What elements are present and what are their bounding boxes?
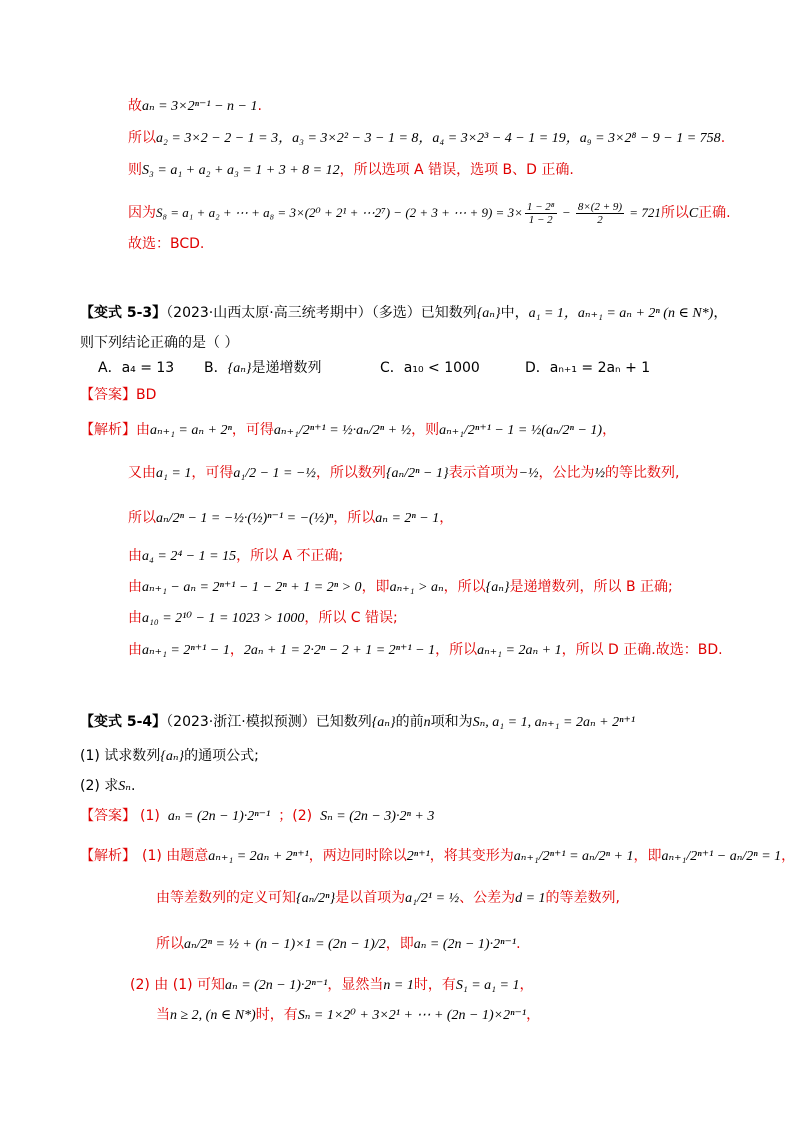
formula: 2aₙ + 1 = 2·2ⁿ − 2 + 1 = 2ⁿ⁺¹ − 1 bbox=[243, 643, 436, 658]
formula: a₄ = 2⁴ − 1 = 15 bbox=[142, 549, 237, 564]
formula: aₙ = (2n − 1)·2ⁿ⁻¹ bbox=[167, 809, 271, 824]
solution-label: 【解析】 bbox=[80, 848, 136, 864]
text: ，即 bbox=[361, 579, 390, 595]
solution-5-3-line3 bbox=[128, 508, 453, 529]
line-compute-terms bbox=[128, 128, 725, 149]
formula: a₁ = 1 bbox=[156, 466, 192, 481]
text: ，所以 bbox=[333, 510, 376, 526]
text: ，显然当 bbox=[327, 977, 384, 993]
text: ，可得 bbox=[231, 422, 274, 438]
formula: a₁₀ = 2¹⁰ − 1 = 1023 > 1000 bbox=[142, 611, 305, 626]
formula: a₁/2 − 1 = −½ bbox=[233, 466, 316, 481]
formula: S₃ = a₁ + a₂ + a₃ = 1 + 3 + 8 = 12 bbox=[142, 163, 340, 178]
question-text: （2023·山西太原·高三统考期中）（多选）已知数列 bbox=[166, 305, 477, 321]
formula: d = 1 bbox=[515, 891, 546, 906]
text: (1) bbox=[140, 808, 160, 824]
formula: Sₙ, a₁ = 1, aₙ₊₁ = 2aₙ + 2ⁿ⁺¹ bbox=[472, 715, 636, 730]
formula: aₙ₊₁ = aₙ + 2ⁿ bbox=[150, 423, 232, 438]
formula: S₈ = a₁ + a₂ + ⋯ + a₈ = 3×(2⁰ + 2¹ + ⋯2⁷) − (2 + 3 + ⋯ + 9) = 3× bbox=[156, 205, 523, 220]
text: 所以 bbox=[128, 130, 156, 146]
formula: {aₙ/2ⁿ − 1} bbox=[385, 466, 449, 481]
option-d bbox=[525, 358, 650, 378]
formula: C bbox=[688, 206, 699, 221]
formula: a₁ = 1，aₙ₊₁ = aₙ + 2ⁿ (n ∈ N*) bbox=[528, 306, 714, 321]
option-text: A．a₄ = 13 bbox=[98, 360, 175, 376]
formula: aₙ = 3×2ⁿ⁻¹ − n − 1 bbox=[142, 99, 258, 114]
solution-label: 【解析】 bbox=[80, 422, 136, 438]
formula: {aₙ} bbox=[160, 749, 185, 764]
formula: Sₙ = 1×2⁰ + 3×2¹ + ⋯ + (2n − 1)×2ⁿ⁻¹ bbox=[297, 1008, 527, 1023]
option-text: C．a₁₀ < 1000 bbox=[380, 360, 480, 376]
line-conclusion-an bbox=[128, 96, 262, 117]
text: ， bbox=[781, 848, 796, 864]
formula: n = 1 bbox=[383, 978, 414, 993]
formula: aₙ = 2ⁿ − 1 bbox=[375, 511, 440, 526]
text: ，则 bbox=[411, 422, 440, 438]
text: ， bbox=[526, 1007, 541, 1023]
text: 是以首项为 bbox=[335, 890, 406, 906]
solution-5-4-line5 bbox=[156, 1005, 540, 1026]
formula: − bbox=[558, 205, 574, 220]
question-text: （2023·浙江·模拟预测）已知数列 bbox=[166, 714, 372, 730]
solution-5-3-line1 bbox=[80, 420, 616, 441]
text: 又由 bbox=[128, 465, 156, 481]
formula: {aₙ} bbox=[371, 715, 396, 730]
denominator: 2 bbox=[597, 213, 603, 226]
formula: −½ bbox=[518, 466, 539, 481]
formula: aₙ/2ⁿ − 1 = −½·(½)ⁿ⁻¹ = −(½)ⁿ bbox=[156, 511, 334, 526]
text: ， bbox=[229, 642, 244, 658]
answer-label: 【答案】 bbox=[80, 387, 136, 403]
formula: aₙ = (2n − 1)·2ⁿ⁻¹ bbox=[413, 937, 517, 952]
formula: {aₙ} bbox=[476, 306, 501, 321]
text: 的等差数列, bbox=[545, 890, 620, 906]
text: 时，有 bbox=[413, 977, 456, 993]
line-s3 bbox=[128, 160, 574, 181]
text: ，公比为 bbox=[538, 465, 595, 481]
formula: aₙ₊₁/2ⁿ⁺¹ = aₙ/2ⁿ + 1 bbox=[513, 849, 634, 864]
text: 的前 bbox=[395, 714, 424, 730]
question-5-4-part1 bbox=[80, 746, 259, 767]
formula: a₂ = 3×2 − 2 − 1 = 3，a₃ = 3×2² − 3 − 1 = 8，a₄ = 3×2³ − 4 − 1 = 19，a₉ = 3×2⁸ − 9 − 1 = 758 bbox=[156, 131, 721, 146]
text: ，两边同时除以 bbox=[308, 848, 407, 864]
text: ， bbox=[439, 510, 454, 526]
text: 由 bbox=[128, 642, 142, 658]
text: 由 bbox=[128, 610, 142, 626]
text: 所以 bbox=[660, 205, 689, 221]
text: . bbox=[720, 130, 726, 146]
denominator: 1 − 2 bbox=[528, 213, 553, 226]
formula: aₙ₊₁/2ⁿ⁺¹ = ½·aₙ/2ⁿ + ½ bbox=[273, 423, 412, 438]
text: (2) 由 (1) 可知 bbox=[130, 977, 226, 993]
text: 因为 bbox=[128, 205, 156, 221]
question-5-3-header bbox=[80, 303, 727, 324]
answer-value: BD bbox=[136, 387, 157, 403]
question-tag: 【变式 5-4】 bbox=[80, 714, 167, 730]
question-5-4-header bbox=[80, 712, 635, 733]
text: ，可得 bbox=[191, 465, 234, 481]
formula: 2ⁿ⁺¹ bbox=[406, 849, 430, 864]
text: 由等差数列的定义可知 bbox=[156, 890, 296, 906]
numerator: 1 − 2⁸ bbox=[526, 200, 555, 213]
text: . bbox=[257, 98, 262, 114]
solution-5-4-line3 bbox=[156, 934, 521, 955]
formula: aₙ₊₁ = 2aₙ + 2ⁿ⁺¹ bbox=[208, 849, 309, 864]
text: 由 bbox=[128, 548, 142, 564]
option-c bbox=[380, 358, 480, 378]
line-s8 bbox=[128, 196, 731, 231]
option-text: D．aₙ₊₁ = 2aₙ + 1 bbox=[525, 360, 651, 376]
formula: {aₙ} bbox=[485, 580, 510, 595]
solution-5-3-line4 bbox=[128, 546, 343, 567]
question-5-3-ask bbox=[80, 333, 238, 353]
text: 中， bbox=[500, 305, 529, 321]
solution-5-3-line5 bbox=[128, 577, 673, 598]
line-choice bbox=[128, 234, 204, 254]
solution-5-3-line7 bbox=[128, 640, 723, 661]
formula: = 721 bbox=[626, 205, 661, 220]
text: 的等比数列, bbox=[605, 465, 680, 481]
formula: aₙ₊₁/2ⁿ⁺¹ − aₙ/2ⁿ = 1 bbox=[661, 849, 782, 864]
question-text: 则下列结论正确的是（ ） bbox=[80, 335, 239, 351]
formula: ½ bbox=[594, 466, 606, 481]
formula: a₁/2¹ = ½ bbox=[405, 891, 460, 906]
text: (1) 由题意 bbox=[142, 848, 209, 864]
text: ，所以选项 A 错误，选项 B、D 正确. bbox=[339, 162, 574, 178]
text: ， bbox=[713, 305, 728, 321]
text: ， bbox=[519, 977, 534, 993]
answer-5-3 bbox=[80, 385, 156, 405]
text: 故 bbox=[128, 98, 142, 114]
text: 时，有 bbox=[255, 1007, 298, 1023]
text: 所以 bbox=[156, 936, 184, 952]
text: ，所以 C 错误; bbox=[304, 610, 398, 626]
text: ，即 bbox=[385, 936, 414, 952]
text: ，即 bbox=[633, 848, 662, 864]
text: (2) 求 bbox=[80, 778, 119, 794]
option-b bbox=[204, 358, 321, 379]
text: ，所以数列 bbox=[315, 465, 386, 481]
formula: aₙ/2ⁿ = ½ + (n − 1)×1 = (2n − 1)/2 bbox=[184, 937, 386, 952]
formula: n bbox=[423, 715, 431, 730]
formula: {aₙ} bbox=[227, 361, 252, 376]
question-tag: 【变式 5-3】 bbox=[80, 305, 167, 321]
formula: Sₙ = (2n − 3)·2ⁿ + 3 bbox=[320, 809, 435, 824]
formula: aₙ₊₁ = 2ⁿ⁺¹ − 1 bbox=[142, 643, 230, 658]
text: . bbox=[130, 778, 136, 794]
formula: Sₙ bbox=[118, 779, 131, 794]
fraction bbox=[576, 201, 624, 226]
solution-5-4-line1 bbox=[80, 846, 795, 867]
text: ，所以 D 正确.故选：BD. bbox=[561, 642, 723, 658]
text: (1) 试求数列 bbox=[80, 748, 161, 764]
text: 、公差为 bbox=[459, 890, 516, 906]
text: 项和为 bbox=[430, 714, 473, 730]
text: 所以 bbox=[128, 510, 156, 526]
answer-label: 【答案】 bbox=[80, 808, 136, 824]
fraction bbox=[525, 201, 557, 226]
option-letter: B． bbox=[204, 360, 228, 376]
text: 由 bbox=[136, 422, 150, 438]
text: ，所以 bbox=[443, 579, 486, 595]
text: ；(2) bbox=[278, 808, 313, 824]
solution-5-3-line2 bbox=[128, 463, 679, 484]
option-a bbox=[98, 358, 174, 378]
text: ，所以 A 不正确; bbox=[236, 548, 344, 564]
answer-5-4 bbox=[80, 806, 434, 827]
text: 正确. bbox=[698, 205, 731, 221]
text: 是递增数列，所以 B 正确; bbox=[509, 579, 673, 595]
text: ， bbox=[602, 422, 617, 438]
text: 故选：BCD. bbox=[128, 236, 205, 252]
solution-5-3-line6 bbox=[128, 608, 398, 629]
formula: aₙ₊₁ − aₙ = 2ⁿ⁺¹ − 1 − 2ⁿ + 1 = 2ⁿ > 0 bbox=[142, 580, 362, 595]
formula: aₙ = (2n − 1)·2ⁿ⁻¹ bbox=[225, 978, 328, 993]
numerator: 8×(2 + 9) bbox=[577, 200, 623, 213]
formula: aₙ₊₁ > aₙ bbox=[389, 580, 444, 595]
formula: n ≥ 2, (n ∈ N*) bbox=[170, 1008, 256, 1023]
text: ，将其变形为 bbox=[429, 848, 514, 864]
text: 表示首项为 bbox=[448, 465, 519, 481]
text: 的通项公式; bbox=[184, 748, 259, 764]
text: 由 bbox=[128, 579, 142, 595]
formula: aₙ₊₁/2ⁿ⁺¹ − 1 = ½(aₙ/2ⁿ − 1) bbox=[439, 423, 603, 438]
formula: aₙ₊₁ = 2aₙ + 1 bbox=[477, 643, 562, 658]
formula: S₁ = a₁ = 1 bbox=[455, 978, 520, 993]
question-5-4-part2 bbox=[80, 776, 135, 797]
solution-5-4-line4 bbox=[130, 975, 534, 996]
option-text: 是递增数列 bbox=[251, 360, 322, 376]
formula: {aₙ/2ⁿ} bbox=[296, 891, 336, 906]
text: 当 bbox=[156, 1007, 170, 1023]
solution-5-4-line2 bbox=[156, 888, 620, 909]
text: . bbox=[516, 936, 521, 952]
text: ，所以 bbox=[435, 642, 478, 658]
text: 则 bbox=[128, 162, 142, 178]
